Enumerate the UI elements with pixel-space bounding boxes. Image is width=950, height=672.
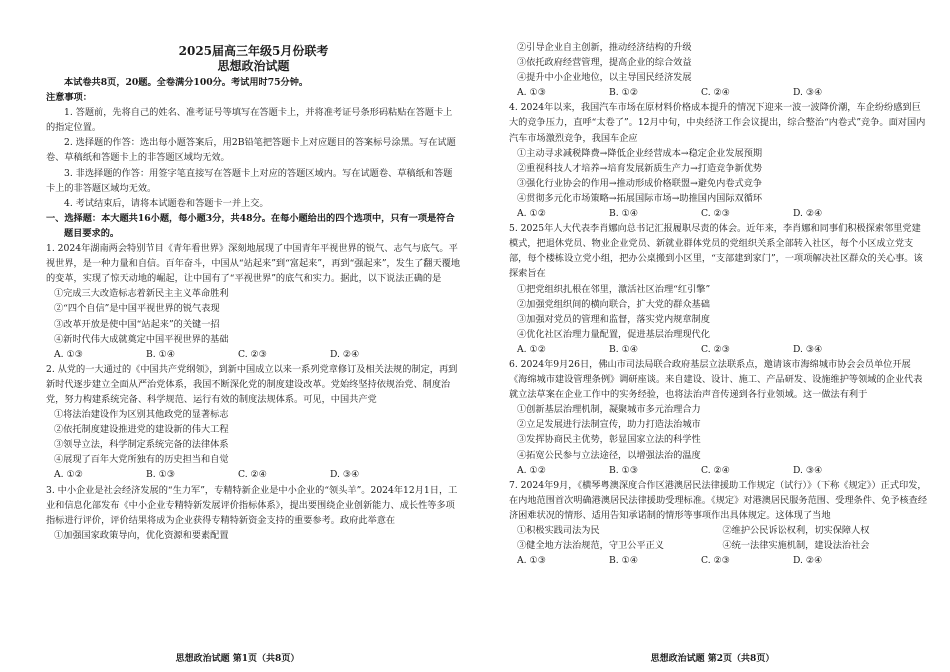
question-1-item: ①完成三大改造标志着新民主主义革命胜利	[54, 288, 229, 300]
question-7-items-row	[509, 538, 928, 553]
question-7-item: ④统一法律实施机制，建设法治社会	[722, 540, 870, 552]
question-2-item: ①将法治建设作为区别其他政党的显著标志	[54, 409, 229, 421]
question-6-choices	[509, 463, 928, 478]
question-2-choices	[46, 467, 461, 482]
question-3-item: ③依托政府经营管理，提高企业的综合效益	[517, 57, 692, 69]
question-4-stem: 4. 2024年以来，我国汽车市场在原材料价格成本提升的情况下迎来一波一波降价潮，车企纷纷感到巨大的竞争压力，直呼“太卷了”。12月中旬，中央经济工作会议提出，综合整治“内卷式”竞争。面对国内汽车市场激烈竞争，我国车企应	[509, 102, 926, 144]
question-3-choices	[509, 85, 928, 100]
choice-c: C. ②④	[238, 469, 268, 481]
exam-subtitle: 思想政治试题	[217, 59, 290, 73]
exam-title: 2025届高三年级5月份联考	[178, 44, 329, 58]
notice-heading: 注意事项：	[46, 92, 92, 104]
question-7-items-row	[509, 523, 928, 538]
choice-c: C. ②③	[701, 555, 731, 567]
choice-d: D. ③④	[793, 464, 823, 476]
question-4-item: ④贯彻多元化市场策略→拓展国际市场→助推国内国际双循环	[517, 192, 763, 204]
choice-d: D. ③④	[793, 87, 823, 99]
question-6-item: ④拓宽公民参与立法途径，以增强法治的温度	[517, 449, 701, 461]
choice-b: B. ①④	[609, 208, 639, 220]
choice-b: B. ①③	[609, 464, 639, 476]
choice-a: A. ①②	[54, 469, 83, 481]
question-1-stem: 1. 2024年湖南两会特别节目《青年看世界》深刻地展现了中国青年平视世界的锐气、志气与底气。平视世界，是一种力量和自信。百年奋斗，中国从“站起来”到“富起来”，再到“强起来”，发生了翻天覆地的变革，实现了惊天动地的崛起，让中国有了“平视世界”的底气和实力。据此，以下说法正确的是	[46, 243, 461, 285]
question-5-item: ②加强党组织间的横向联合，扩大党的群众基础	[517, 298, 710, 310]
question-4-choices	[509, 206, 928, 221]
question-5-stem: 5. 2025年人大代表李肖娜向总书记汇报履职尽责的体会。近年来，李肖娜和同事们积极探索邻里党建模式，把退休党员、物业企业党员、新就业群体党员的党组织关系全部转入社区，每个小区成立党支部，每个楼栋设立党小组，把办公桌搬到小区里，“支部建到家门”，一项项解决社区群众的关心事。该探索旨在	[509, 223, 923, 280]
question-6-stem: 6. 2024年9月26日，佛山市司法局联合政府基层立法联系点，邀请该市海绵城市协会会员单位开展《海绵城市建设管理条例》调研座谈。来自建设、设计、施工、产品研发、设施维护等领域的企业代表就立法草案在企业工作中的实务经验，也将法治声音传递到各行业领域。这一做法有利于	[509, 358, 923, 401]
choice-b: B. ①④	[146, 348, 176, 360]
page-1-footer: 思想政治试题 第1页（共8页）	[175, 654, 300, 664]
choice-d: D. ③④	[793, 343, 823, 355]
notice-item: 3. 非选择题的作答：用签字笔直接写在答题卡上对应的答题区域内。写在试题卷、草稿纸和答题卡上的非答题区域均无效。	[46, 167, 453, 194]
choice-d: D. ②④	[330, 348, 360, 360]
question-5-item: ①把党组织扎根在邻里，激活社区治理“红引擎”	[517, 283, 711, 295]
question-3-item: ①加强国家政策导向，优化资源和要素配置	[54, 529, 229, 541]
question-4-item: ②重视科技人才培养→培育发展新质生产力→打造竞争新优势	[517, 162, 763, 174]
notice-item: 1. 答题前，先将自己的姓名、准考证号等填写在答题卡上，并将准考证号条形码粘贴在答题卡上的指定位置。	[46, 107, 453, 134]
notice-item: 4. 考试结束后，请将本试题卷和答题卡一并上交。	[64, 197, 269, 209]
choice-d: D. ②④	[793, 208, 823, 220]
question-7-stem: 7. 2024年9月，《横琴粤澳深度合作区港澳居民法律援助工作规定（试行）》（下称《规定》）正式印发，在内地范围首次明确港澳居民法律援助受理标准。《规定》对港澳居民服务范围、受理条件、免予核查经济困难状况的情形、适用告知承诺制的情形等事项作出具体规定。这体现了当地	[509, 479, 928, 521]
question-5-item: ③加强对党员的管理和监督，落实党内规章制度	[517, 313, 710, 325]
question-2-item: ④展现了百年大党所独有的历史担当和自觉	[54, 454, 229, 466]
question-6-item: ①创新基层治理机制，凝聚城市多元治理合力	[517, 404, 701, 416]
choice-d: D. ③④	[330, 469, 360, 481]
question-5-item: ④优化社区治理力量配置，促进基层治理现代化	[517, 328, 710, 340]
choice-b: B. ①②	[609, 87, 639, 99]
question-6-item: ②立足发展进行法制宣传，助力打造法治城市	[517, 419, 701, 431]
question-3-item: ④提升中小企业地位，以主导国民经济发展	[517, 72, 692, 84]
section-heading: 一、选择题：本大题共16小题，每小题3分，共48分。在每小题给出的四个选项中，只有一项是符合题目要求的。	[46, 212, 455, 239]
choice-a: A. ①③	[54, 348, 83, 360]
question-2-item: ②依托制度建设推进党的建设新的伟大工程	[54, 424, 229, 436]
question-7-item: ②维护公民诉讼权利，切实保障人权	[722, 525, 870, 536]
question-7-item: ①积极实践司法为民	[517, 525, 600, 536]
notice-item: 2. 选择题的作答：选出每小题答案后，用2B铅笔把答题卡上对应题目的答案标号涂黑。写在试题卷、草稿纸和答题卡上的非答题区域均无效。	[46, 137, 456, 164]
choice-a: A. ①②	[517, 208, 546, 220]
question-1-choices	[46, 347, 461, 362]
choice-c: C. ②③	[701, 343, 731, 355]
choice-c: C. ②④	[701, 87, 731, 99]
choice-c: C. ②③	[701, 208, 731, 220]
question-7-choices	[509, 553, 928, 568]
choice-a: A. ①②	[517, 464, 546, 476]
question-1-item: ②“四个自信”是中国平视世界的锐气表现	[54, 303, 220, 315]
question-4-item: ①主动寻求减税降费→降低企业经营成本→稳定企业发展预期	[517, 147, 763, 159]
question-1-item: ④新时代伟大成就奠定中国平视世界的基础	[54, 333, 229, 345]
exam-meta: 本试卷共8页，20题。全卷满分100分。考试用时75分钟。	[64, 77, 309, 88]
question-5-choices	[509, 342, 928, 357]
question-6-item: ③发挥协商民主优势，彰显国家立法的科学性	[517, 434, 701, 446]
choice-b: B. ①④	[609, 343, 639, 355]
question-7-item: ③健全地方法治规范，守卫公平正义	[517, 540, 664, 552]
choice-b: B. ①③	[146, 469, 176, 481]
choice-d: D. ②④	[793, 555, 823, 567]
question-3-item: ②引导企业自主创新，推动经济结构的升级	[517, 42, 692, 53]
choice-a: A. ①②	[517, 343, 546, 355]
question-3-stem: 3. 中小企业是社会经济发展的“生力军”，专精特新企业是中小企业的“领头羊”。2024年12月1日，工业和信息化部发布《中小企业专精特新发展评价指标体系》，提出要围绕企业创新能力、成长性等多项指标进行评价，评价结果将成为企业获得专精特新资金支持的重要参考。政府此举意在	[46, 484, 458, 526]
question-2-item: ③领导立法，科学制定系统完备的法律体系	[54, 439, 229, 451]
page-2-footer: 思想政治试题 第2页（共8页）	[650, 654, 775, 664]
question-4-item: ③强化行业协会的作用→推动形成价格联盟→避免内卷式竞争	[517, 177, 763, 189]
choice-a: A. ①③	[517, 87, 546, 99]
page-2	[475, 0, 950, 672]
choice-c: C. ②④	[701, 464, 731, 476]
choice-b: B. ①④	[609, 555, 639, 567]
choice-c: C. ②③	[238, 348, 268, 360]
choice-a: A. ①③	[517, 555, 546, 567]
question-1-item: ③改革开放是使中国“站起来”的关键一招	[54, 318, 220, 330]
question-2-stem: 2. 从党的一大通过的《中国共产党纲领》，到新中国成立以来一系列党章修订及相关法规的制定，再到新时代逐步建立全面从严治党体系，我国不断深化党的制度建设改革。党始终坚持依规治党、制度治党，努力构建系统完备、科学规范、运行有效的制度法规体系。可见，中国共产党	[46, 363, 458, 405]
